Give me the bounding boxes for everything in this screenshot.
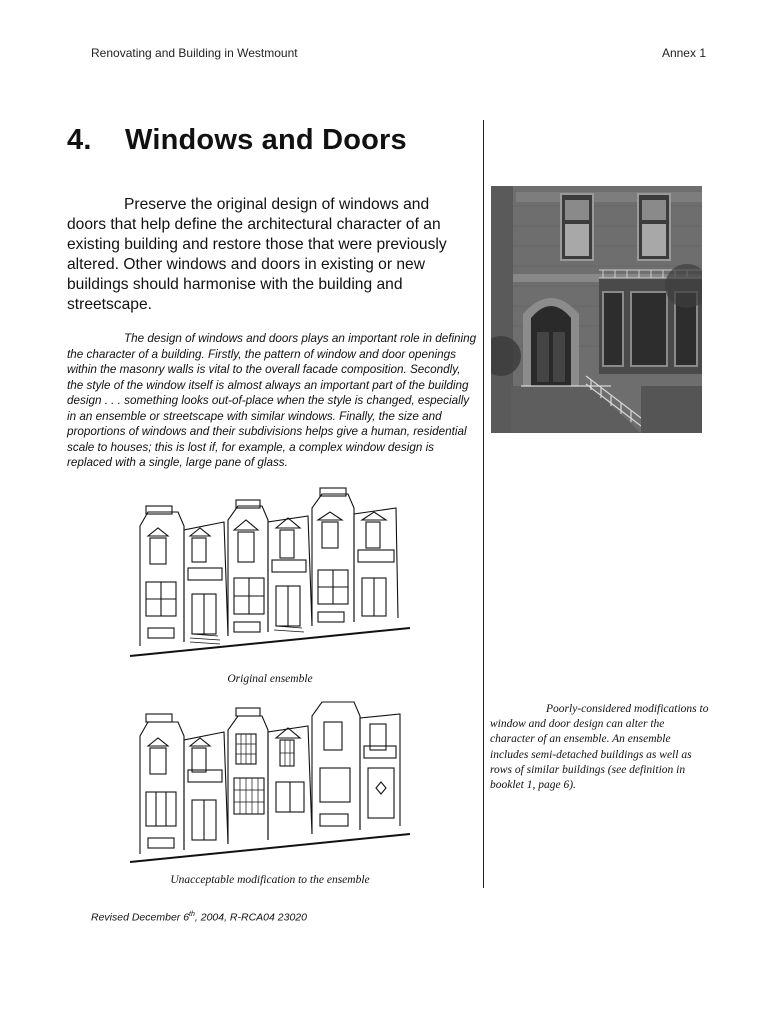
footer-superscript: th <box>189 911 195 918</box>
original-ensemble-caption: Original ensemble <box>227 673 313 685</box>
footer-suffix: , 2004, R-RCA04 23020 <box>194 911 307 924</box>
footer-prefix: Revised December 6 <box>91 911 190 924</box>
section-number: 4. <box>67 124 92 156</box>
modified-ensemble-caption: Unacceptable modification to the ensemble <box>170 874 370 886</box>
modified-ensemble-illustration <box>128 696 412 868</box>
side-note: Poorly-considered modifications to window and door design can alter the character of an ensemble. An ensemble includes semi-detached buildings as well as rows of similar buildings (see definition in booklet 1, page 6). <box>490 703 709 792</box>
running-header-title: Renovating and Building in Westmount <box>91 46 298 60</box>
revision-footer <box>91 911 307 924</box>
building-photo <box>491 186 702 433</box>
column-divider <box>483 120 484 888</box>
original-ensemble-illustration <box>128 486 412 662</box>
body-paragraph: The design of windows and doors plays an important role in defining the character of a building. Firstly, the pattern of window and door openings within the masonry walls is vital to the overall facade composition. Secondly, the style of the window itself is almost always an important part of the building design . . . something looks out-of-place when the style is changed, especially in an ensemble or streetscape with similar windows. Finally, the size and proportions of windows and their subdivisions helps give a human, residential scale to houses; this is lost if, for example, a complex window design is replaced with a single, large pane of glass. <box>67 332 477 469</box>
intro-paragraph: Preserve the original design of windows and doors that help define the architectural character of an existing building and restore those that were previously altered. Other windows and doors in existing or new buildings should harmonise with the building and streetscape. <box>67 196 447 313</box>
section-title: Windows and Doors <box>125 124 407 156</box>
running-header-annex: Annex 1 <box>661 46 706 60</box>
section-heading <box>67 124 407 157</box>
